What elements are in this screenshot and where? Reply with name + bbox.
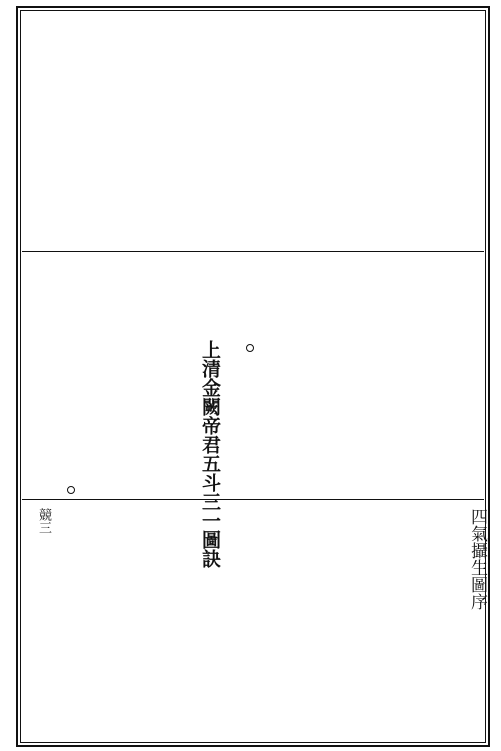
section-heading: 上清金闕帝君五斗三一圖訣	[199, 340, 221, 568]
paragraph-circle-marker	[67, 486, 75, 494]
paragraph-circle-marker	[246, 344, 254, 352]
text-column: 四氣攝生圖序	[467, 508, 487, 610]
page-frame	[16, 6, 490, 747]
section-divider	[22, 499, 484, 500]
top-panel	[22, 10, 484, 250]
bottom-panel	[22, 502, 487, 743]
section-divider	[22, 251, 484, 252]
volume-mark: 競三	[36, 508, 51, 534]
